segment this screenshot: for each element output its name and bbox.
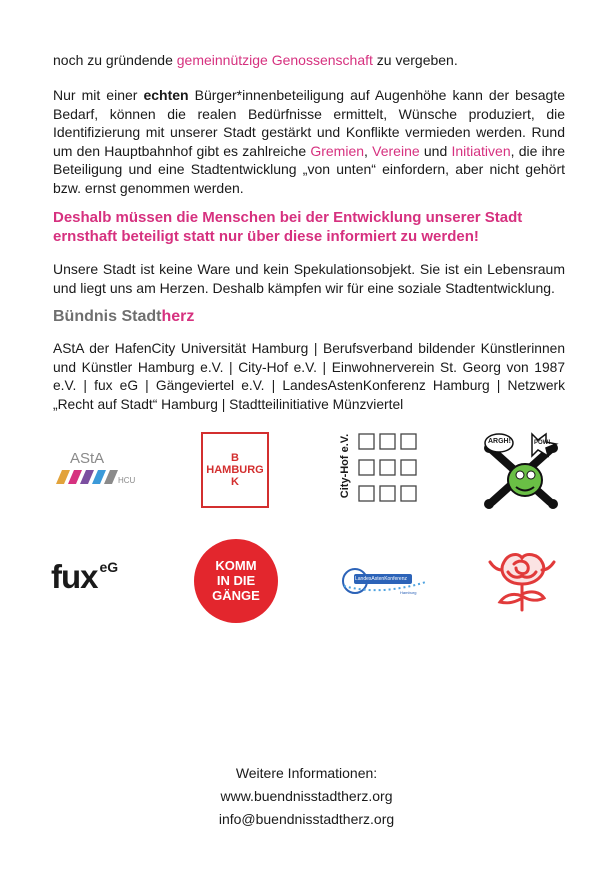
city-hof-logo[interactable] — [338, 430, 423, 508]
lak-hamburg-label: Hamburg — [400, 590, 417, 595]
lak-hamburg-logo[interactable] — [340, 562, 430, 602]
link-initiativen[interactable]: Initiativen — [451, 142, 511, 159]
muenzviertel-logo[interactable] — [480, 432, 562, 510]
link-vereine[interactable]: Vereine — [372, 142, 420, 159]
bbk-hamburg-logo[interactable] — [201, 432, 269, 508]
bbk-b-letter: B — [231, 452, 239, 464]
fux-eg-logo[interactable] — [51, 558, 151, 602]
bbk-k-letter: K — [231, 476, 239, 488]
footer-info — [0, 762, 613, 831]
footer-email-link[interactable]: info@buendnisstadtherz.org — [218, 811, 395, 827]
lak-wordmark: LandesAstenKonferenz — [355, 576, 407, 582]
link-gremien[interactable]: Gremien — [310, 142, 365, 159]
komm-line-1: KOMM — [215, 558, 257, 573]
fux-wordmark: fux — [51, 558, 98, 595]
asta-hcu-logo[interactable] — [50, 446, 140, 496]
highlight-statement: Deshalb müssen die Menschen bei der Entwicklung unserer Stadt ernsthaft beteiligt statt nur über diese informiert zu werden! — [53, 209, 523, 245]
sticker-bubble-left: ARGH! — [488, 438, 511, 445]
link-genossenschaft[interactable]: gemeinnützige Genossenschaft — [176, 52, 373, 68]
paragraph-participation: Nur mit einer echten Bürger*innenbeteiligung auf Augenhöhe kann der besagte Bedarf, können die realen Bedürfnisse ermittelt, Wünsche produziert, die Identifizierung mit unserer Stadt gestärkt und Konflikte vermieden werden. Rund um den Hauptbahnhof gibt es zahlreiche Gremien, Vereine und Initiativen, die ihre Beteiligung und eine Stadtentwicklung „von unten“ einfordern, aber nicht gehört bzw. ernst genommen werden. — [53, 87, 566, 196]
bbk-city-name: HAMBURG — [206, 464, 264, 476]
fux-eg-label: eG — [99, 559, 119, 575]
asta-stripes-icon — [56, 470, 118, 484]
recht-auf-stadt-logo[interactable] — [484, 544, 560, 612]
footer-title: Weitere Informationen: — [235, 765, 378, 781]
sticker-bubble-right: POW! — [534, 440, 551, 446]
paragraph-intro-end: noch zu gründende gemeinnützige Genossenschaft zu vergeben. — [53, 52, 458, 68]
member-list: AStA der HafenCity Universität Hamburg | Berufsverband bildender Künstlerinnen und Künstler Hamburg e.V. | City-Hof e.V. | Einwohnerverein St. Georg von 1987 e.V. | fux eG | Gängeviertel e.V. | LandesAstenKonferenz Hamburg | Netzwerk „Recht auf Stadt“ Hamburg | Stadtteilinitiative Münzviertel — [53, 341, 565, 412]
paragraph-mission: Unsere Stadt ist keine Ware und kein Spekulationsobjekt. Sie ist ein Lebensraum und liegt uns am Herzen. Deshalb kämpfen wir für eine soziale Stadtentwicklung. — [53, 261, 565, 296]
footer-website-link[interactable]: www.buendnisstadtherz.org — [220, 788, 393, 804]
asta-hcu-label: HCU — [118, 476, 136, 485]
komm-in-die-gaenge-logo[interactable] — [194, 539, 278, 623]
komm-line-2: IN DIE — [216, 573, 256, 588]
city-hof-label: City-Hof e.V. — [339, 433, 351, 499]
alliance-heading: Bündnis Stadtherz — [53, 308, 195, 325]
komm-line-3: GÄNGE — [212, 588, 260, 603]
rose-icon — [484, 544, 560, 612]
city-hof-grid-icon — [358, 432, 420, 504]
emphasis-echten: echten — [143, 87, 189, 103]
asta-wordmark: AStA — [70, 450, 105, 467]
